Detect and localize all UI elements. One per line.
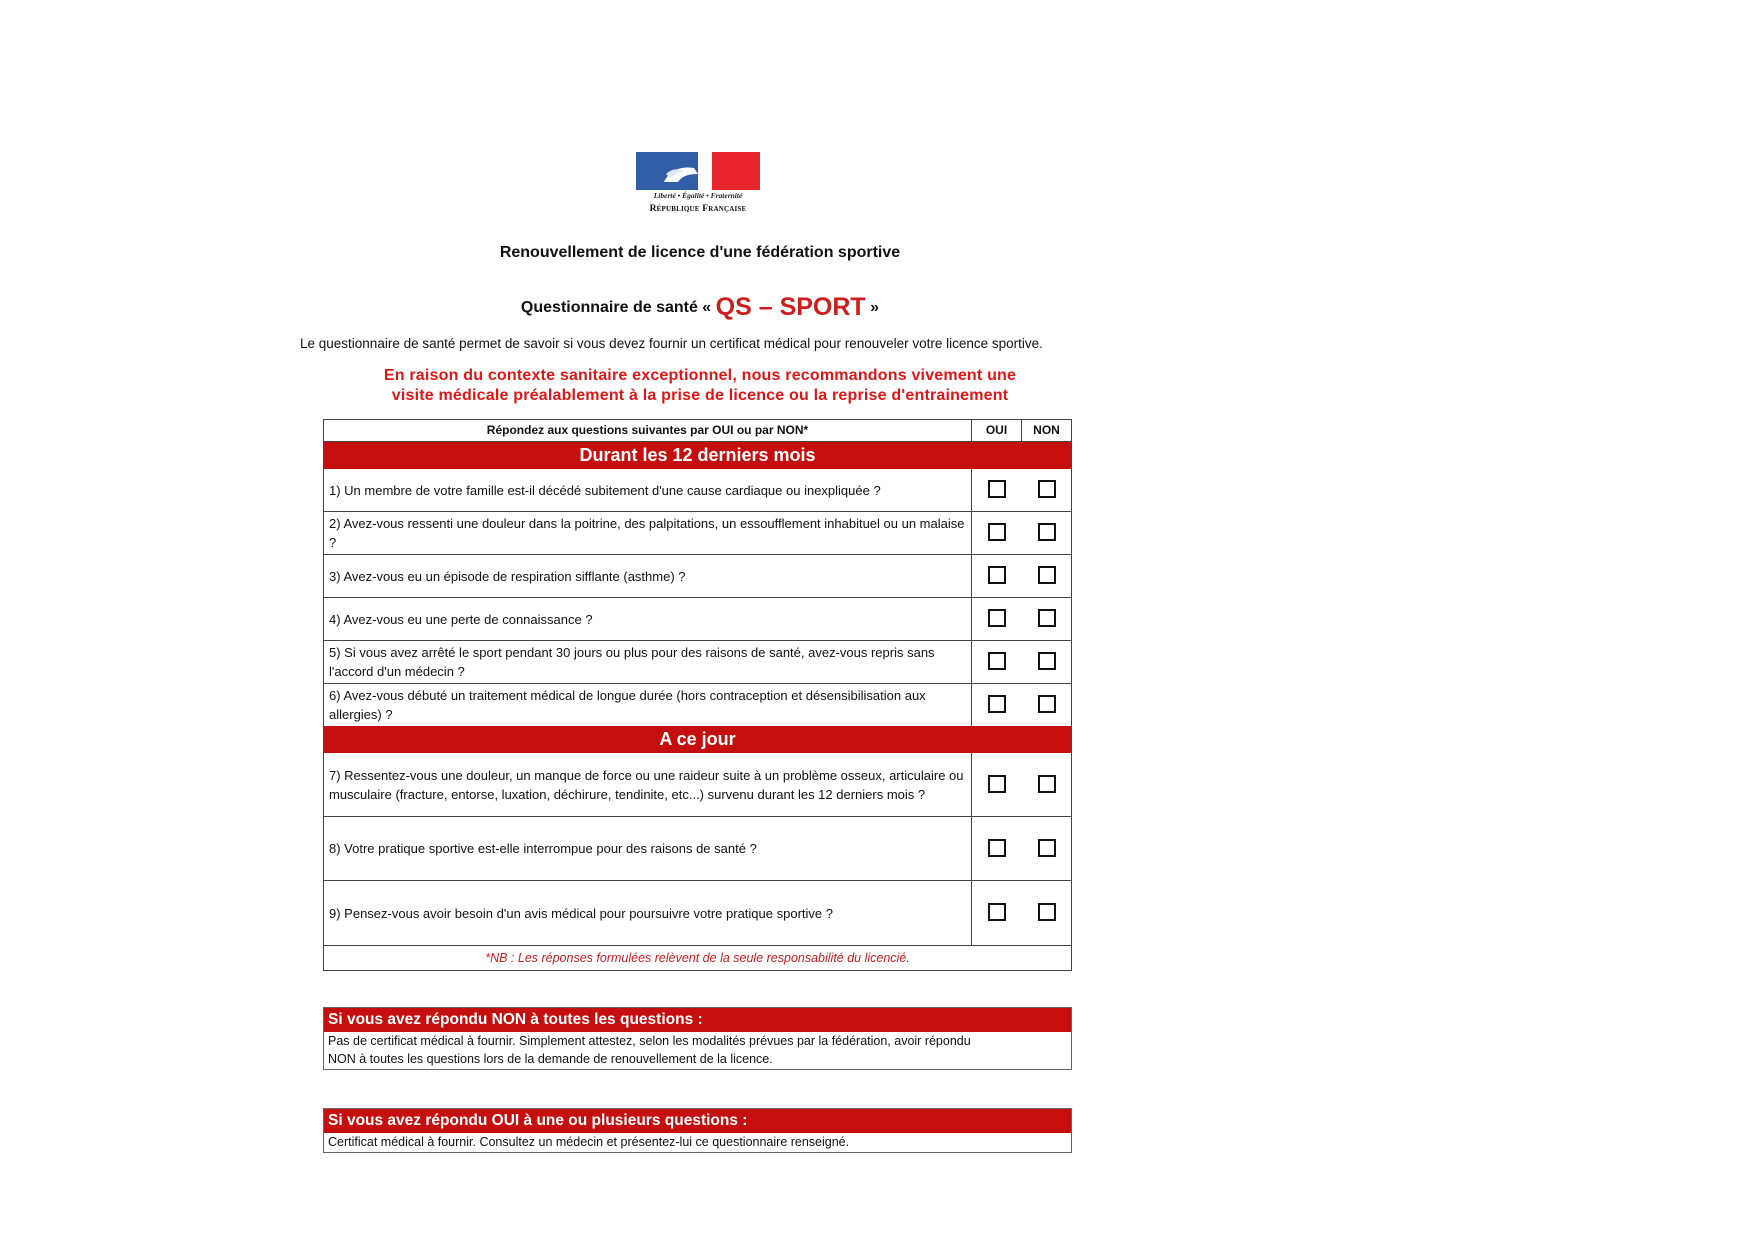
question-1: 1) Un membre de votre famille est-il décédé subitement d'une cause cardiaque ou inexpliquée ? bbox=[329, 482, 881, 498]
q5-non-checkbox[interactable] bbox=[1038, 652, 1056, 670]
sanitary-warning bbox=[300, 366, 1100, 406]
box-non-body bbox=[324, 1032, 1071, 1069]
intro-text: Le questionnaire de santé permet de savoir si vous devez fournir un certificat médical pour renouveler votre licence sportive. bbox=[300, 336, 1043, 351]
q3-non-checkbox[interactable] bbox=[1038, 566, 1056, 584]
q8-oui-checkbox[interactable] bbox=[988, 839, 1006, 857]
q4-non-checkbox[interactable] bbox=[1038, 609, 1056, 627]
box-oui-body: Certificat médical à fournir. Consultez un médecin et présentez-lui ce questionnaire renseigné. bbox=[328, 1135, 850, 1149]
logo-motto: Liberté • Égalité • Fraternité bbox=[653, 191, 743, 200]
warning-line-2: visite médicale préalablement à la prise de licence ou la reprise d'entrainement bbox=[391, 387, 1009, 404]
q5-oui-checkbox[interactable] bbox=[988, 652, 1006, 670]
questionnaire-table bbox=[323, 419, 1072, 971]
question-3: 3) Avez-vous eu un épisode de respiration sifflante (asthme) ? bbox=[329, 568, 686, 584]
header-oui: OUI bbox=[972, 420, 1022, 441]
table-row bbox=[324, 598, 1071, 641]
q1-oui-checkbox[interactable] bbox=[988, 480, 1006, 498]
q8-non-checkbox[interactable] bbox=[1038, 839, 1056, 857]
q9-oui-checkbox[interactable] bbox=[988, 903, 1006, 921]
question-4: 4) Avez-vous eu une perte de connaissance ? bbox=[329, 611, 593, 627]
question-7: 7) Ressentez-vous une douleur, un manque de force ou une raideur suite à un problème osseux, articulaire ou musculaire (fracture, entorse, luxation, déchirure, tendinite, etc...) survenu durant les 12 derniers mois ? bbox=[329, 767, 964, 802]
subtitle-prefix: Questionnaire de santé « bbox=[520, 299, 712, 316]
table-row bbox=[324, 469, 1071, 512]
box-non-line-1: Pas de certificat médical à fournir. Simplement attestez, selon les modalités prévues par la fédération, avoir répondu bbox=[328, 1034, 971, 1048]
q6-oui-checkbox[interactable] bbox=[988, 695, 1006, 713]
qs-sport-code: QS – SPORT bbox=[715, 293, 866, 321]
q4-oui-checkbox[interactable] bbox=[988, 609, 1006, 627]
questionnaire-title bbox=[300, 293, 1100, 322]
q6-non-checkbox[interactable] bbox=[1038, 695, 1056, 713]
q1-non-checkbox[interactable] bbox=[1038, 480, 1056, 498]
box-non-line-2: NON à toutes les questions lors de la demande de renouvellement de la licence. bbox=[328, 1052, 773, 1066]
header-instructions: Répondez aux questions suivantes par OUI ou par NON* bbox=[324, 420, 972, 441]
q2-non-checkbox[interactable] bbox=[1038, 523, 1056, 541]
warning-line-1: En raison du contexte sanitaire exceptionnel, nous recommandons vivement une bbox=[383, 367, 1017, 384]
table-row bbox=[324, 641, 1071, 684]
republique-francaise-logo bbox=[636, 152, 760, 222]
table-row bbox=[324, 684, 1071, 726]
q7-non-checkbox[interactable] bbox=[1038, 775, 1056, 793]
question-9: 9) Pensez-vous avoir besoin d'un avis médical pour poursuivre votre pratique sportive ? bbox=[329, 905, 833, 921]
section-a-ce-jour: A ce jour bbox=[324, 726, 1071, 753]
document-title: Renouvellement de licence d'une fédération sportive bbox=[499, 244, 901, 261]
section-12-derniers-mois: Durant les 12 derniers mois bbox=[324, 442, 1071, 469]
marianne-flag-icon bbox=[636, 152, 760, 190]
table-row bbox=[324, 881, 1071, 946]
logo-republique: République Française bbox=[649, 204, 747, 214]
q2-oui-checkbox[interactable] bbox=[988, 523, 1006, 541]
q3-oui-checkbox[interactable] bbox=[988, 566, 1006, 584]
table-header bbox=[324, 420, 1071, 442]
table-row bbox=[324, 512, 1071, 555]
q9-non-checkbox[interactable] bbox=[1038, 903, 1056, 921]
subtitle-suffix: » bbox=[870, 299, 880, 316]
question-6: 6) Avez-vous débuté un traitement médical de longue durée (hors contraception et désensibilisation aux allergies) ? bbox=[329, 688, 926, 722]
table-row bbox=[324, 555, 1071, 598]
box-non-answers bbox=[323, 1007, 1072, 1070]
box-non-title: Si vous avez répondu NON à toutes les questions : bbox=[324, 1008, 1071, 1032]
header-non: NON bbox=[1033, 423, 1060, 437]
table-row bbox=[324, 817, 1071, 881]
q7-oui-checkbox[interactable] bbox=[988, 775, 1006, 793]
box-oui-title: Si vous avez répondu OUI à une ou plusieurs questions : bbox=[324, 1109, 1071, 1133]
question-5: 5) Si vous avez arrêté le sport pendant 30 jours ou plus pour des raisons de santé, avez-vous repris sans l'accord d'un médecin ? bbox=[329, 645, 935, 679]
table-row bbox=[324, 753, 1071, 817]
box-oui-answers bbox=[323, 1108, 1072, 1153]
responsibility-note: *NB : Les réponses formulées relèvent de la seule responsabilité du licencié. bbox=[485, 951, 910, 965]
question-2: 2) Avez-vous ressenti une douleur dans la poitrine, des palpitations, un essoufflement inhabituel ou un malaise ? bbox=[329, 516, 965, 550]
question-8: 8) Votre pratique sportive est-elle interrompue pour des raisons de santé ? bbox=[329, 841, 757, 856]
